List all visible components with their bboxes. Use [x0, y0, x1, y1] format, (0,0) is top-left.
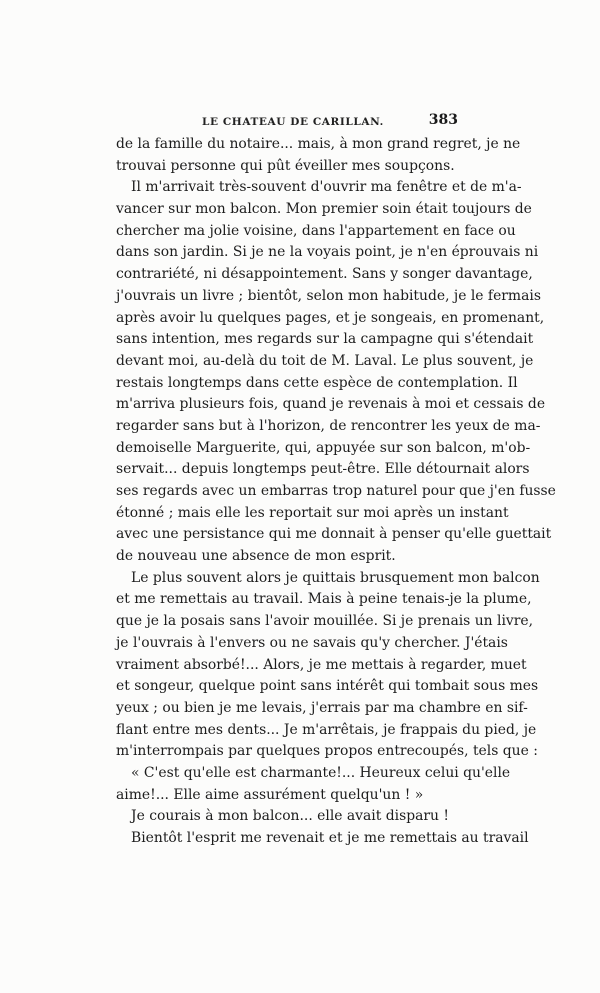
text-line: que je la posais sans l'avoir mouillée. Si je prenais un livre, — [116, 613, 534, 630]
text-line: « C'est qu'elle est charmante!... Heureux celui qu'elle — [131, 764, 511, 781]
text-line: j'ouvrais un livre ; bientôt, selon mon habitude, je le fermais — [116, 287, 541, 304]
running-title: LE CHATEAU DE CARILLAN. — [202, 116, 384, 128]
text-line: Le plus souvent alors je quittais brusquement mon balcon — [131, 569, 540, 586]
text-line: et songeur, quelque point sans intérêt qui tombait sous mes — [116, 678, 539, 695]
text-line: vraiment absorbé!... Alors, je me mettais à regarder, muet — [116, 656, 527, 673]
body-text — [116, 134, 556, 850]
text-line: après avoir lu quelques pages, et je songeais, en promenant, — [116, 309, 545, 326]
text-line: regarder sans but à l'horizon, de rencontrer les yeux de ma- — [116, 417, 541, 434]
text-line: Bientôt l'esprit me revenait et je me remettais au travail — [131, 830, 529, 846]
text-line: flant entre mes dents... Je m'arrêtais, je frappais du pied, je — [116, 721, 537, 738]
text-line: ses regards avec un embarras trop naturel pour que j'en fusse — [116, 483, 556, 499]
text-line: yeux ; ou bien je me levais, j'errais par ma chambre en sif- — [116, 699, 528, 716]
text-line: avec une persistance qui me donnait à penser qu'elle guettait — [116, 526, 552, 543]
text-line: m'arriva plusieurs fois, quand je revenais à moi et cessais de — [116, 396, 546, 413]
text-line: servait... depuis longtemps peut-être. Elle détournait alors — [116, 461, 530, 478]
text-line: trouvai personne qui pût éveiller mes soupçons. — [116, 157, 455, 174]
text-line: de nouveau une absence de mon esprit. — [116, 548, 396, 565]
text-line: demoiselle Marguerite, qui, appuyée sur son balcon, m'ob- — [116, 439, 531, 456]
text-line: et me remettais au travail. Mais à peine tenais-je la plume, — [116, 591, 532, 608]
page-number: 383 — [428, 112, 458, 128]
text-line: dans son jardin. Si je ne la voyais point, je n'en éprouvais ni — [116, 244, 539, 261]
text-line: je l'ouvrais à l'envers ou ne savais qu'y chercher. J'étais — [116, 634, 508, 651]
text-line: vancer sur mon balcon. Mon premier soin était toujours de — [116, 201, 532, 218]
text-line: de la famille du notaire... mais, à mon grand regret, je ne — [116, 136, 521, 152]
text-line: m'interrompais par quelques propos entrecoupés, tels que : — [116, 743, 538, 760]
text-line: aime!... Elle aime assurément quelqu'un ! » — [116, 786, 424, 803]
page-header — [116, 112, 458, 134]
text-line: sans intention, mes regards sur la campagne qui s'étendait — [116, 331, 534, 348]
text-line: chercher ma jolie voisine, dans l'appartement en face ou — [116, 222, 516, 239]
text-line: étonné ; mais elle les reportait sur moi après un instant — [116, 504, 509, 521]
text-line: Je courais à mon balcon... elle avait disparu ! — [131, 808, 449, 825]
text-line: restais longtemps dans cette espèce de contemplation. Il — [116, 374, 518, 391]
text-line: contrariété, ni désappointement. Sans y songer davantage, — [116, 266, 533, 283]
text-line: devant moi, au-delà du toit de M. Laval. Le plus souvent, je — [116, 352, 534, 369]
text-line: Il m'arrivait très-souvent d'ouvrir ma fenêtre et de m'a- — [131, 179, 522, 196]
